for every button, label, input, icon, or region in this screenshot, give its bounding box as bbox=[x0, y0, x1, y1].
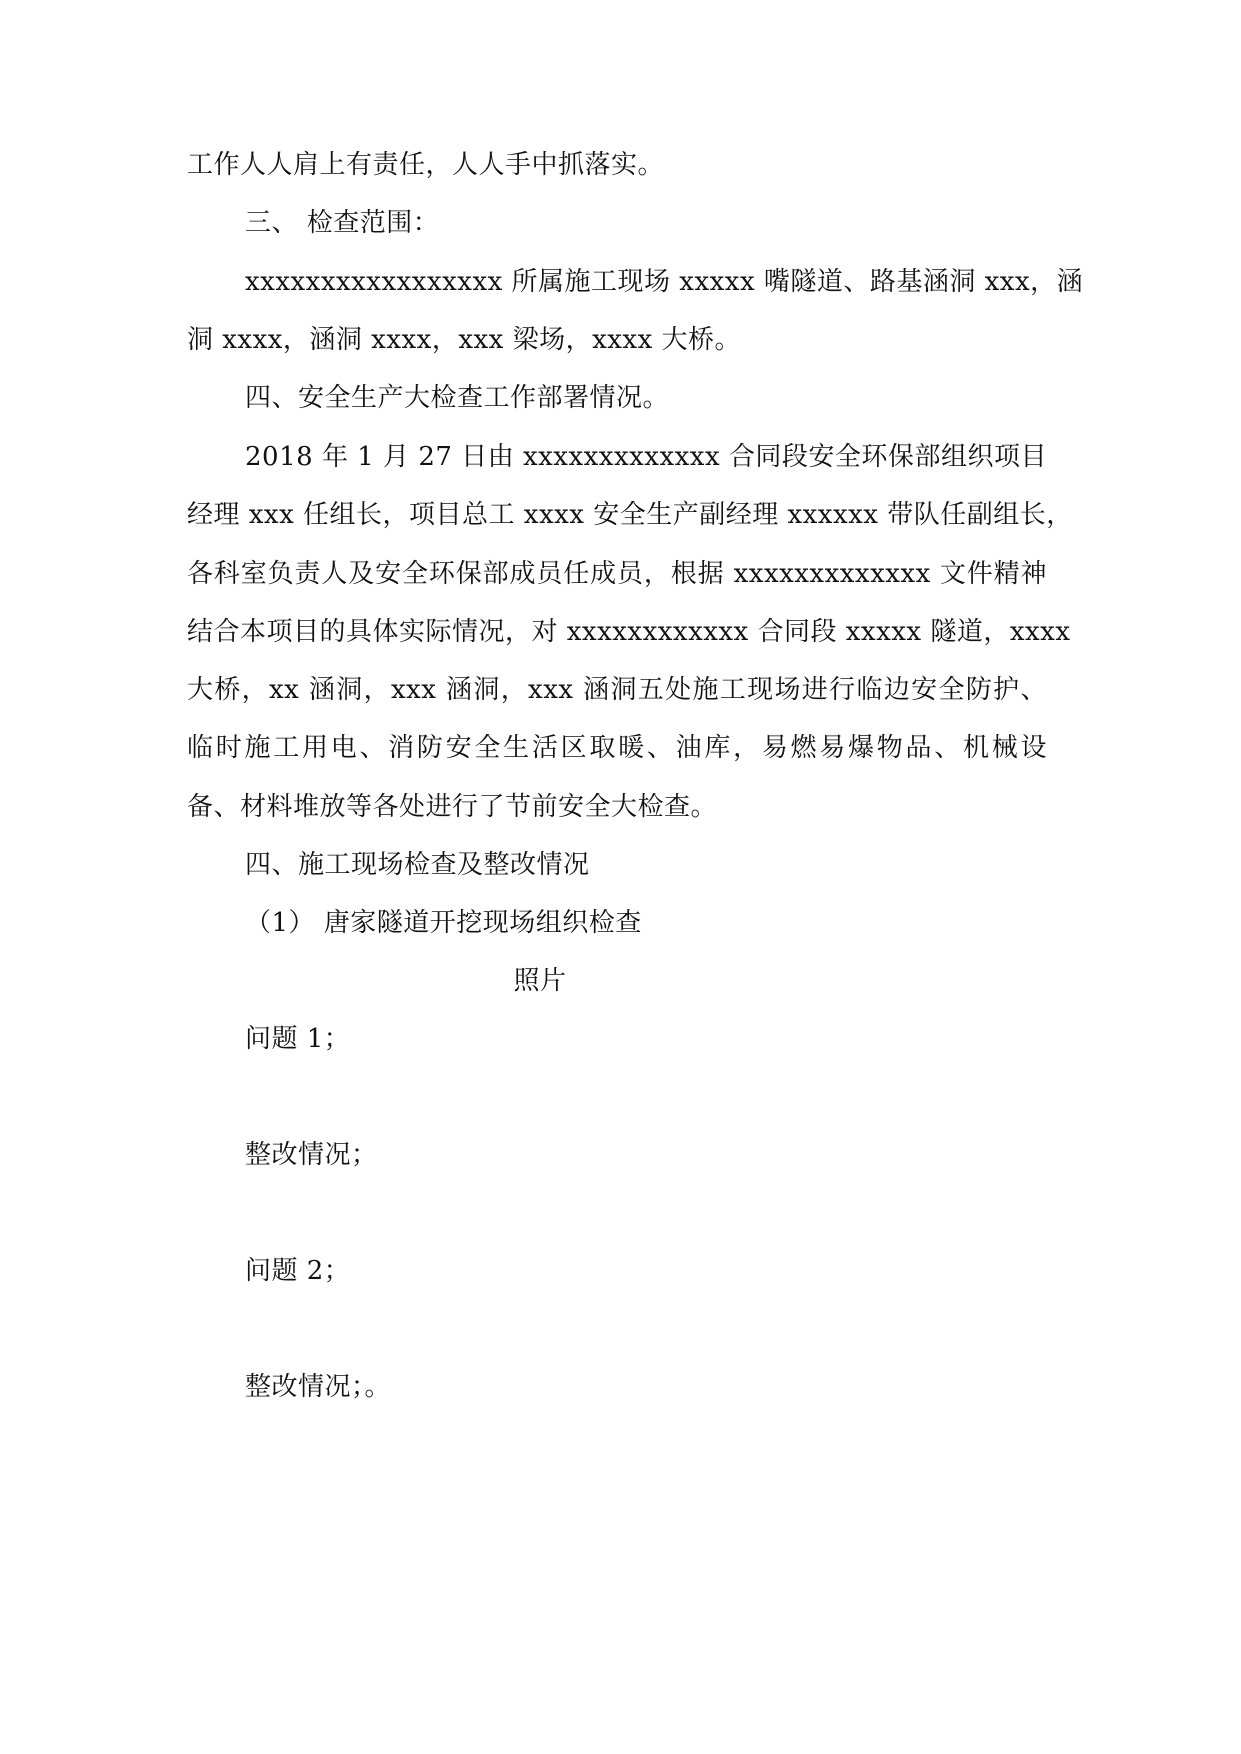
text-line: 临时施工用电、消防安全生活区取暖、油库，易燃易爆物品、机械设 bbox=[187, 733, 1047, 763]
text-line: 整改情况； bbox=[245, 1140, 378, 1170]
section-heading-site-inspection bbox=[245, 848, 1241, 882]
text-line: 问题 2； bbox=[245, 1256, 351, 1286]
rectification-label-2 bbox=[245, 1370, 1241, 1404]
text-line: 问题 1； bbox=[245, 1024, 351, 1054]
text-line: xxxxxxxxxxxxxxxxx 所属施工现场 xxxxx 嘴隧道、路基涵洞 xxx，涵 bbox=[245, 267, 1084, 297]
text-line: （1） 唐家隧道开挖现场组织检查 bbox=[245, 908, 642, 938]
paragraph-line bbox=[245, 440, 1241, 474]
text-line: 照片 bbox=[513, 966, 567, 996]
issue-label-1 bbox=[245, 1022, 1241, 1056]
paragraph-line bbox=[187, 615, 1241, 649]
paragraph-line bbox=[187, 731, 1241, 765]
text-line: 结合本项目的具体实际情况，对 xxxxxxxxxxxx 合同段 xxxxx 隧道，xxxx bbox=[187, 617, 1071, 647]
rectification-label-1 bbox=[245, 1138, 1241, 1172]
text-line: 整改情况；。 bbox=[245, 1372, 392, 1402]
text-line: 四、施工现场检查及整改情况 bbox=[245, 850, 590, 880]
paragraph-line bbox=[187, 557, 1241, 591]
paragraph-line bbox=[187, 323, 1241, 357]
photo-caption bbox=[0, 964, 1080, 998]
text-line: 大桥，xx 涵洞，xxx 涵洞，xxx 涵洞五处施工现场进行临边安全防护、 bbox=[187, 675, 1047, 705]
text-line: 洞 xxxx，涵洞 xxxx，xxx 梁场，xxxx 大桥。 bbox=[187, 325, 742, 355]
paragraph-line bbox=[245, 265, 1241, 299]
paragraph-line bbox=[187, 673, 1241, 707]
text-line: 2018 年 1 月 27 日由 xxxxxxxxxxxxx 合同段安全环保部组织项目 bbox=[245, 442, 1047, 472]
paragraph-line bbox=[187, 790, 1241, 824]
paragraph-line bbox=[187, 498, 1241, 532]
text-line: 各科室负责人及安全环保部成员任成员，根据 xxxxxxxxxxxxx 文件精神 bbox=[187, 559, 1047, 589]
section-heading-inspection-scope bbox=[245, 206, 1241, 240]
section-heading-deployment bbox=[245, 381, 1241, 415]
paragraph-line bbox=[187, 148, 1241, 182]
subsection-heading bbox=[245, 906, 1241, 940]
text-line: 三、 检查范围： bbox=[245, 208, 440, 238]
text-line: 四、安全生产大检查工作部署情况。 bbox=[245, 383, 670, 413]
text-line: 工作人人肩上有责任，人人手中抓落实。 bbox=[187, 150, 665, 180]
text-line: 备、材料堆放等各处进行了节前安全大检查。 bbox=[187, 792, 718, 822]
issue-label-2 bbox=[245, 1254, 1241, 1288]
text-line: 经理 xxx 任组长，项目总工 xxxx 安全生产副经理 xxxxxx 带队任副组长， bbox=[187, 500, 1073, 530]
